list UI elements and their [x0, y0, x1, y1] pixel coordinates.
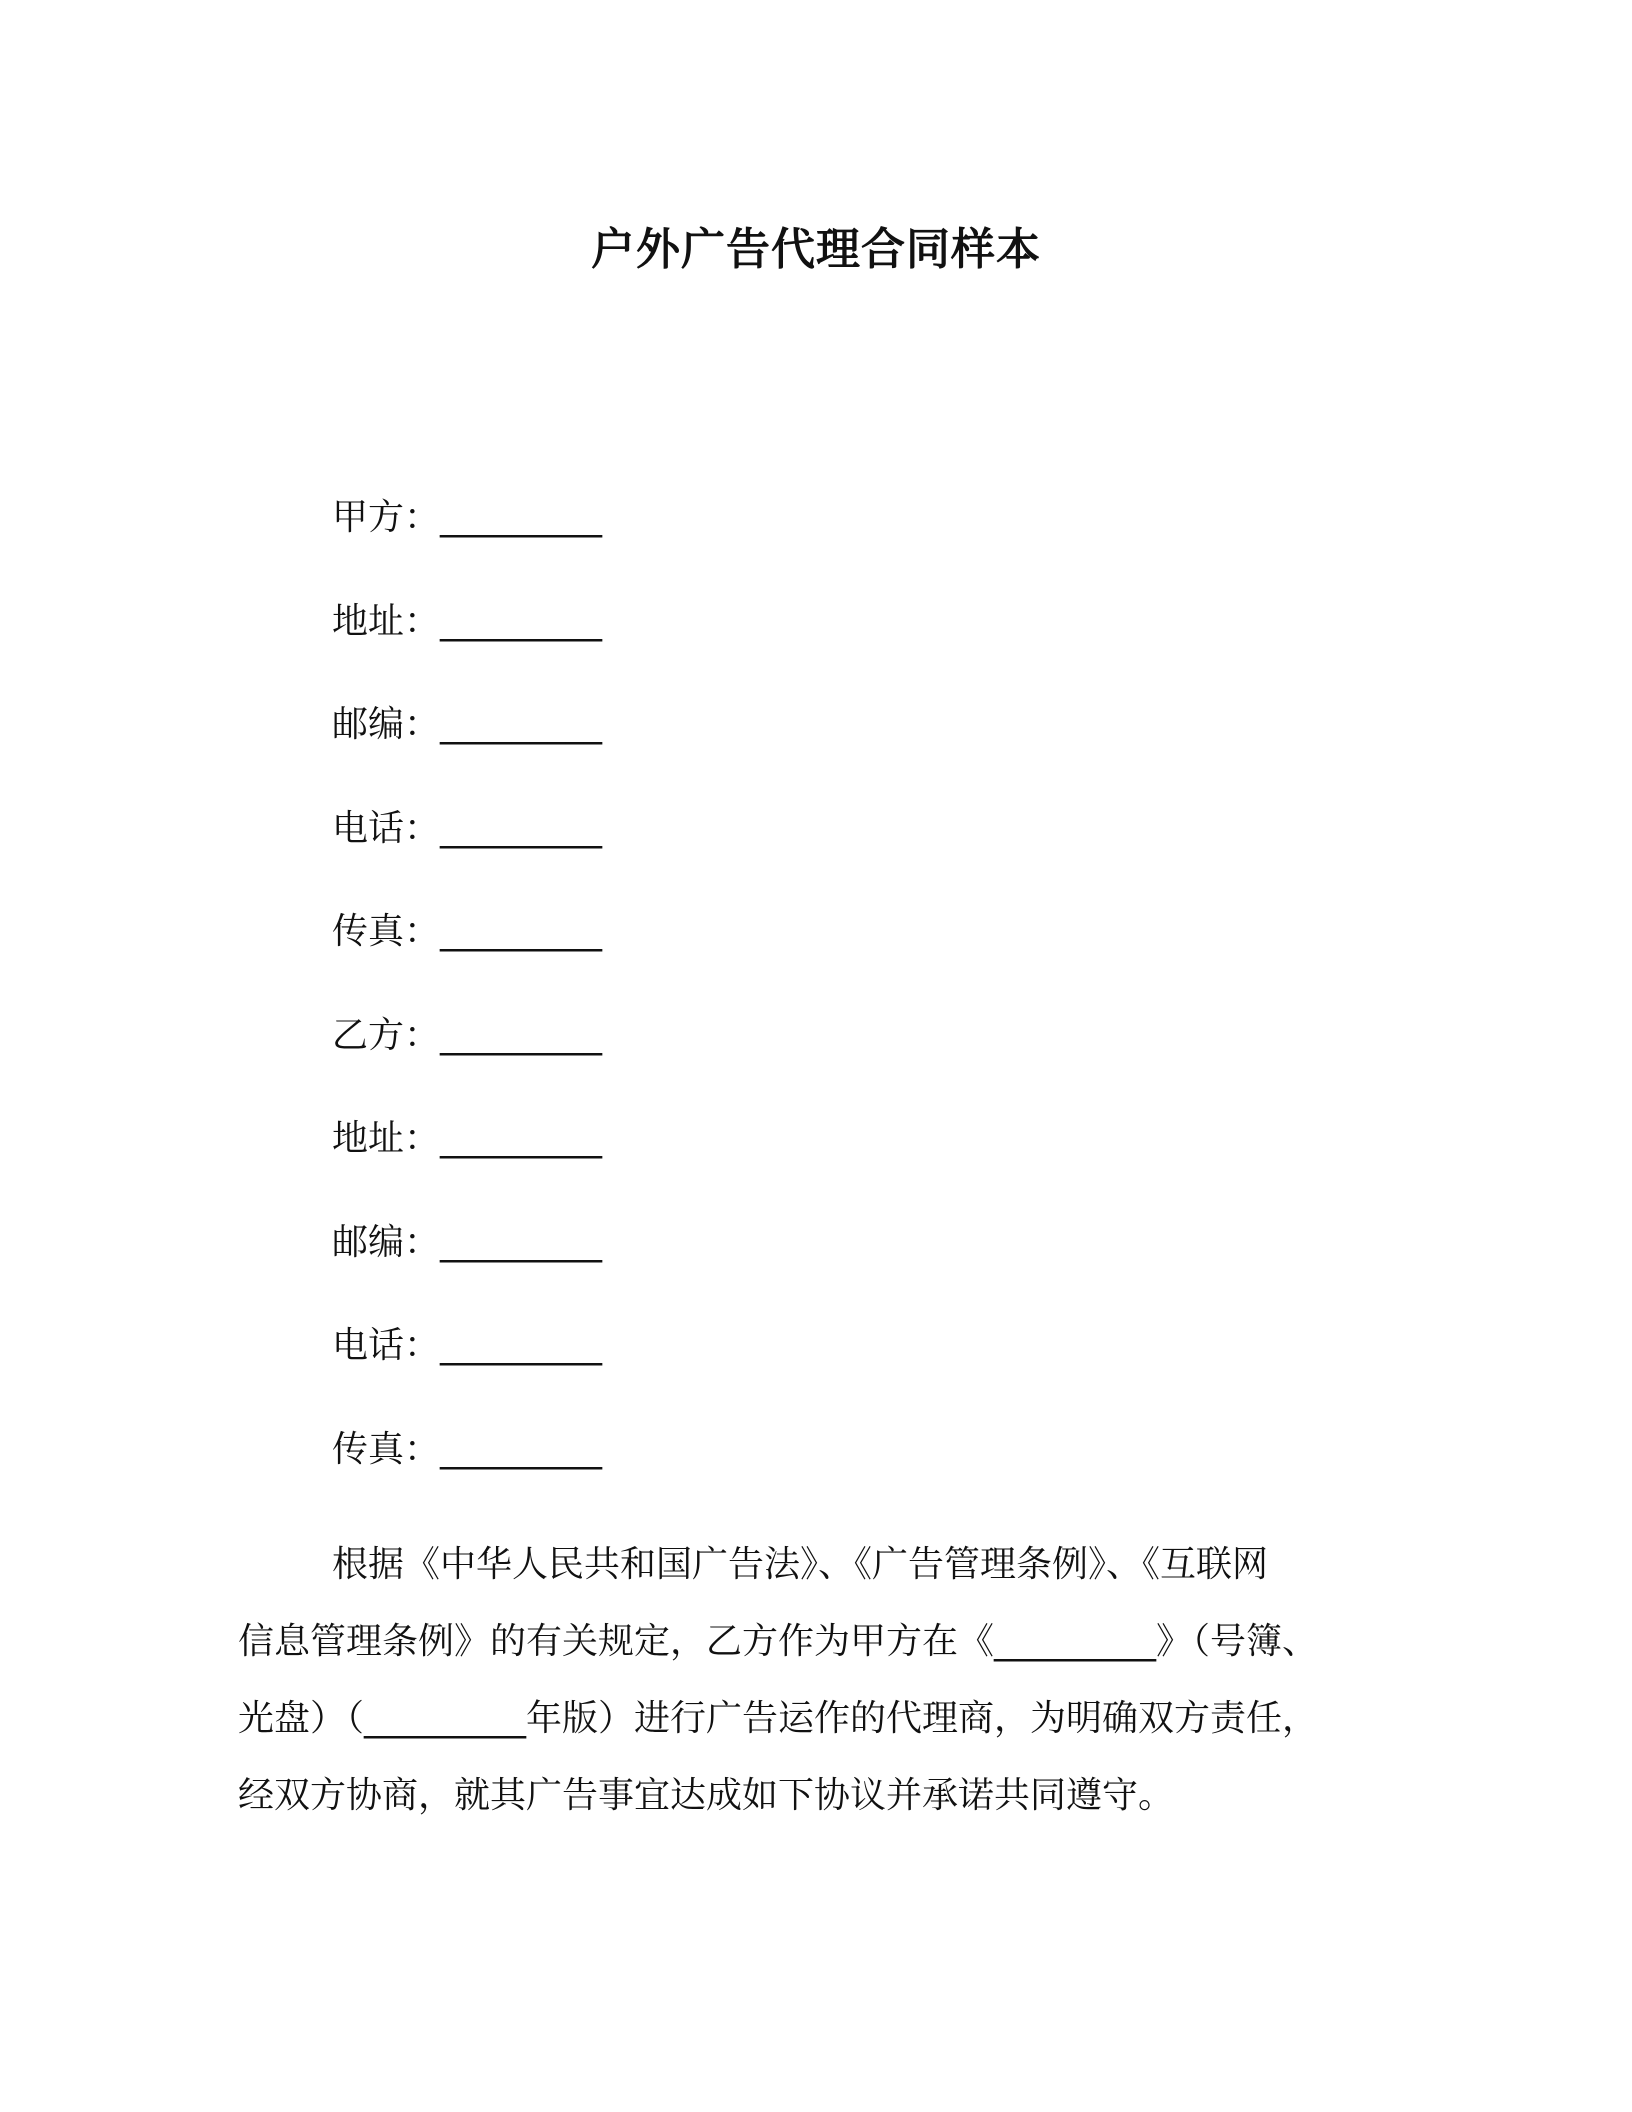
field-blank: _________ — [440, 600, 603, 642]
field-party-b — [332, 1010, 1232, 1114]
field-label: 传真： — [332, 911, 441, 952]
field-blank: _________ — [440, 1428, 603, 1470]
field-label: 地址： — [332, 1118, 441, 1159]
field-label: 甲方： — [332, 497, 441, 538]
field-party-a-postcode — [332, 699, 1232, 803]
paragraph-line: 经双方协商，就其广告事宜达成如下协议并承诺共同遵守。 — [238, 1775, 1175, 1816]
field-blank: _________ — [440, 1325, 603, 1366]
field-blank: _________ — [440, 911, 603, 952]
field-party-a-phone — [332, 803, 1232, 907]
field-blank: _________ — [440, 1221, 603, 1263]
field-blank: _________ — [440, 497, 603, 538]
field-label: 乙方： — [332, 1014, 441, 1056]
field-label: 电话： — [332, 807, 441, 849]
field-party-b-address — [332, 1113, 1232, 1217]
field-party-a-address — [332, 596, 1232, 700]
paragraph-line: 信息管理条例》的有关规定，乙方作为甲方在《_________》（号簿、 — [238, 1621, 1319, 1662]
field-label: 传真： — [332, 1428, 441, 1470]
field-party-b-postcode — [332, 1217, 1232, 1321]
field-party-b-phone — [332, 1320, 1232, 1424]
field-blank: _________ — [440, 704, 603, 745]
preamble-paragraph — [238, 1526, 1380, 1834]
field-label: 邮编： — [332, 1221, 441, 1263]
field-label: 邮编： — [332, 704, 441, 745]
field-party-b-fax — [332, 1424, 1232, 1528]
field-party-a-fax — [332, 906, 1232, 1010]
paragraph-line: 光盘）（_________年版）进行广告运作的代理商，为明确双方责任， — [238, 1698, 1319, 1739]
field-party-a — [332, 492, 1232, 596]
field-blank: _________ — [440, 1014, 603, 1056]
field-blank: _________ — [440, 807, 603, 849]
field-label: 地址： — [332, 600, 441, 642]
field-blank: _________ — [440, 1118, 603, 1159]
party-info-fields — [332, 492, 1232, 1527]
field-label: 电话： — [332, 1325, 441, 1366]
paragraph-line: 根据《中华人民共和国广告法》、《广告管理条例》、《互联网 — [332, 1544, 1269, 1585]
document-title: 户外广告代理合同样本 — [591, 224, 1041, 275]
